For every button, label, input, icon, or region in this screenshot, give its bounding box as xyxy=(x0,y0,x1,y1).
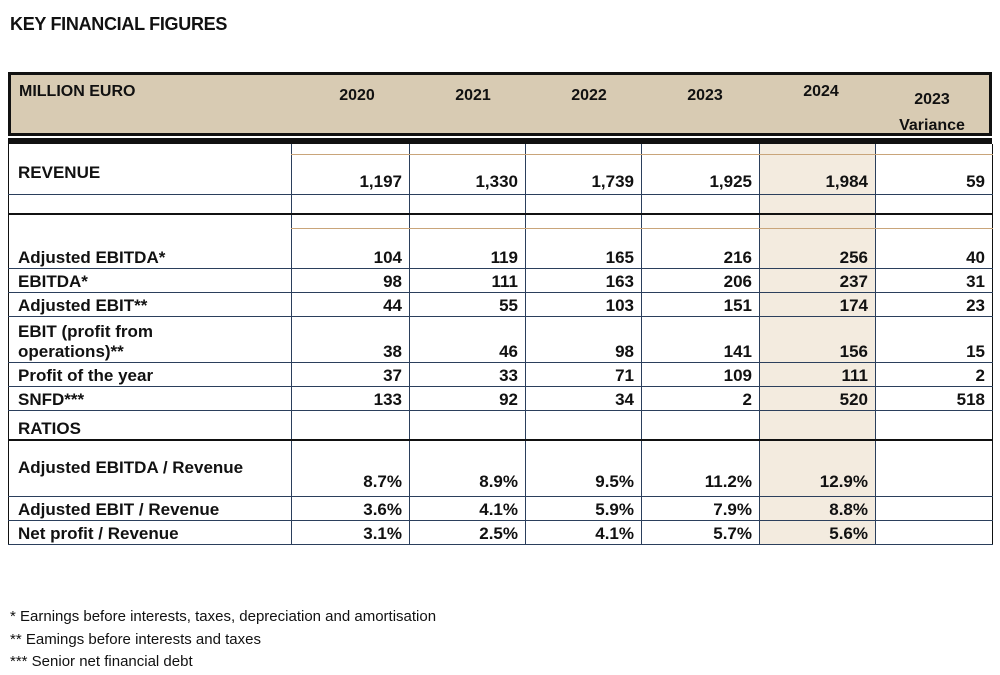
year-header-2023: 2023 xyxy=(687,87,723,104)
cell-value: 37 xyxy=(292,362,410,386)
table-row xyxy=(9,386,993,410)
variance-header: 2023 Variance xyxy=(899,91,965,134)
cell-value: 163 xyxy=(526,268,642,292)
cell-value: 109 xyxy=(642,362,760,386)
cell-value: 216 xyxy=(642,244,760,268)
unit-label: MILLION EURO xyxy=(19,83,136,100)
cell-value: 103 xyxy=(526,292,642,316)
table-row xyxy=(9,244,993,268)
cell-value: 119 xyxy=(410,244,526,268)
cell-value: 2 xyxy=(642,386,760,410)
cell-value: 5.6% xyxy=(760,520,876,544)
cell-value: 98 xyxy=(292,268,410,292)
cell-value: 1,739 xyxy=(526,154,642,194)
cell-value: 92 xyxy=(410,386,526,410)
table-row-revenue xyxy=(9,154,993,194)
cell-value: 520 xyxy=(760,386,876,410)
cell-value: 174 xyxy=(760,292,876,316)
row-label: EBIT (profit from operations)** xyxy=(9,316,292,362)
cell-value: 46 xyxy=(410,316,526,362)
cell-value: 98 xyxy=(526,316,642,362)
row-label: Profit of the year xyxy=(9,362,292,386)
cell-value: 71 xyxy=(526,362,642,386)
cell-value: 1,984 xyxy=(760,154,876,194)
year-header-2022: 2022 xyxy=(571,87,607,104)
cell-value xyxy=(876,496,993,520)
cell-value: 31 xyxy=(876,268,993,292)
cell-value xyxy=(876,520,993,544)
year-header-2024: 2024 xyxy=(803,83,839,100)
cell-value: 104 xyxy=(292,244,410,268)
cell-value: 2 xyxy=(876,362,993,386)
footnote: * Earnings before interests, taxes, depreciation and amortisation xyxy=(10,608,437,625)
cell-value: 8.9% xyxy=(410,446,526,496)
cell-value: 34 xyxy=(526,386,642,410)
cell-value: 12.9% xyxy=(760,446,876,496)
cell-value: 5.9% xyxy=(526,496,642,520)
cell-value: 133 xyxy=(292,386,410,410)
cell-value: 15 xyxy=(876,316,993,362)
cell-value: 3.6% xyxy=(292,496,410,520)
row-label: REVENUE xyxy=(9,154,292,194)
cell-value: 165 xyxy=(526,244,642,268)
cell-value: 518 xyxy=(876,386,993,410)
cell-value: 1,330 xyxy=(410,154,526,194)
footnote: ** Eamings before interests and taxes xyxy=(10,630,261,648)
cell-value: 7.9% xyxy=(642,496,760,520)
cell-value: 38 xyxy=(292,316,410,362)
cell-value: 156 xyxy=(760,316,876,362)
cell-value: 11.2% xyxy=(642,446,760,496)
footnotes xyxy=(10,606,436,674)
ratios-section-header xyxy=(9,410,993,440)
cell-value: 237 xyxy=(760,268,876,292)
cell-value: 3.1% xyxy=(292,520,410,544)
cell-value xyxy=(876,446,993,496)
cell-value: 2.5% xyxy=(410,520,526,544)
row-label: Adjusted EBIT** xyxy=(9,292,292,316)
cell-value: 4.1% xyxy=(526,520,642,544)
table-row xyxy=(9,496,993,520)
cell-value: 40 xyxy=(876,244,993,268)
cell-value: 1,197 xyxy=(292,154,410,194)
cell-value: 55 xyxy=(410,292,526,316)
cell-value: 33 xyxy=(410,362,526,386)
table-row xyxy=(9,520,993,544)
year-header-2021: 2021 xyxy=(455,87,491,104)
table-header xyxy=(8,72,992,136)
page-title: KEY FINANCIAL FIGURES xyxy=(10,14,228,34)
cell-value: 5.7% xyxy=(642,520,760,544)
cell-value: 206 xyxy=(642,268,760,292)
year-header-2020: 2020 xyxy=(339,87,375,104)
cell-value: 8.8% xyxy=(760,496,876,520)
cell-value: 256 xyxy=(760,244,876,268)
row-label: Adjusted EBITDA* xyxy=(9,244,292,268)
cell-value: 44 xyxy=(292,292,410,316)
cell-value: 23 xyxy=(876,292,993,316)
row-label: Adjusted EBIT / Revenue xyxy=(9,496,292,520)
cell-value: 141 xyxy=(642,316,760,362)
financial-table xyxy=(8,72,992,545)
figures-grid xyxy=(8,144,993,545)
section-label: RATIOS xyxy=(9,410,292,440)
footnote: *** Senior net financial debt xyxy=(10,653,193,670)
table-row xyxy=(9,316,993,362)
table-row xyxy=(9,446,993,496)
cell-value: 9.5% xyxy=(526,446,642,496)
cell-value: 151 xyxy=(642,292,760,316)
cell-value: 111 xyxy=(410,268,526,292)
row-label: Adjusted EBITDA / Revenue xyxy=(9,446,292,496)
cell-value: 4.1% xyxy=(410,496,526,520)
row-label: Net profit / Revenue xyxy=(9,520,292,544)
table-row xyxy=(9,292,993,316)
cell-value: 1,925 xyxy=(642,154,760,194)
table-row xyxy=(9,268,993,292)
cell-value: 8.7% xyxy=(292,446,410,496)
row-label: EBITDA* xyxy=(9,268,292,292)
cell-value: 59 xyxy=(876,154,993,194)
table-row xyxy=(9,362,993,386)
row-label: SNFD*** xyxy=(9,386,292,410)
cell-value: 111 xyxy=(760,362,876,386)
